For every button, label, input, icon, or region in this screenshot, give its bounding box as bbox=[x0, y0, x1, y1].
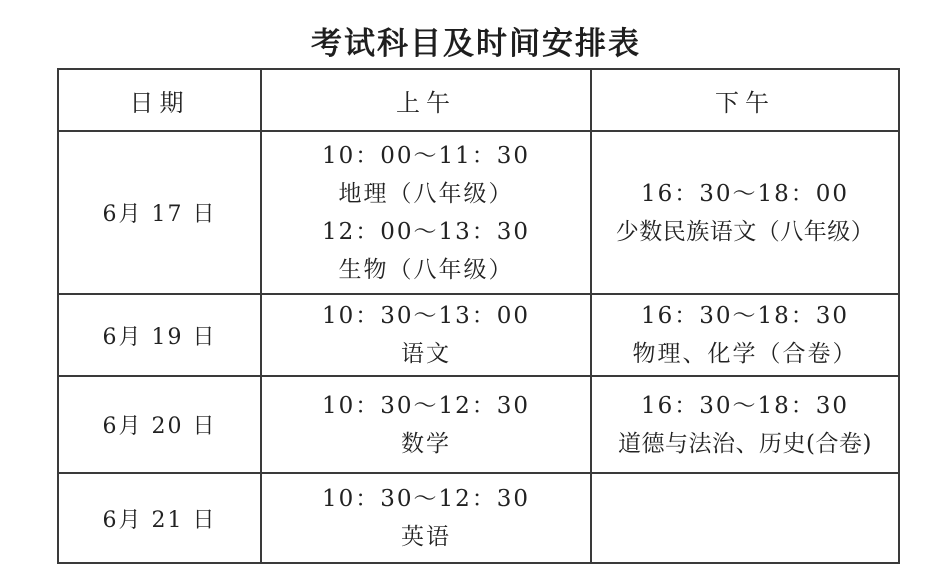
morning-cell bbox=[261, 131, 591, 294]
morning-time: 10：30～13：00 bbox=[321, 303, 531, 329]
date-cell: 6月 17 日 bbox=[58, 131, 261, 294]
afternoon-subject: 物理、化学（合卷） bbox=[632, 341, 858, 367]
exam-schedule-table bbox=[57, 68, 900, 564]
morning-time: 10：30～12：30 bbox=[321, 486, 531, 512]
afternoon-cell bbox=[591, 473, 899, 563]
morning-subject: 数学 bbox=[401, 430, 451, 457]
table-row bbox=[58, 131, 899, 294]
morning-cell bbox=[261, 473, 591, 563]
date-cell: 6月 19 日 bbox=[58, 294, 261, 376]
table-header-row bbox=[58, 69, 899, 131]
afternoon-cell bbox=[591, 294, 899, 376]
morning-subject: 地理（八年级） bbox=[338, 180, 514, 207]
morning-cell bbox=[261, 376, 591, 473]
afternoon-time: 16：30～18：00 bbox=[640, 180, 850, 207]
morning-cell bbox=[261, 294, 591, 376]
afternoon-cell bbox=[591, 131, 899, 294]
afternoon-subject: 少数民族语文（八年级） bbox=[615, 218, 875, 245]
header-afternoon: 下午 bbox=[591, 69, 899, 131]
afternoon-subject: 道德与法治、历史(合卷) bbox=[618, 430, 872, 457]
date-cell: 6月 21 日 bbox=[58, 473, 261, 563]
afternoon-cell bbox=[591, 376, 899, 473]
afternoon-time: 16：30～18：30 bbox=[640, 303, 850, 329]
morning-subject: 英语 bbox=[401, 524, 451, 550]
header-date: 日期 bbox=[58, 69, 261, 131]
date-cell: 6月 20 日 bbox=[58, 376, 261, 473]
table-row bbox=[58, 473, 899, 563]
morning-subject: 生物（八年级） bbox=[338, 256, 514, 283]
morning-time: 10：30～12：30 bbox=[321, 392, 531, 419]
afternoon-time: 16：30～18：30 bbox=[640, 392, 850, 419]
morning-subject: 语文 bbox=[401, 341, 451, 367]
table-row bbox=[58, 376, 899, 473]
morning-time: 12：00～13：30 bbox=[321, 218, 531, 245]
table-row bbox=[58, 294, 899, 376]
page-title: 考试科目及时间安排表 bbox=[311, 26, 641, 62]
header-morning: 上午 bbox=[261, 69, 591, 131]
morning-time: 10：00～11：30 bbox=[321, 142, 531, 169]
